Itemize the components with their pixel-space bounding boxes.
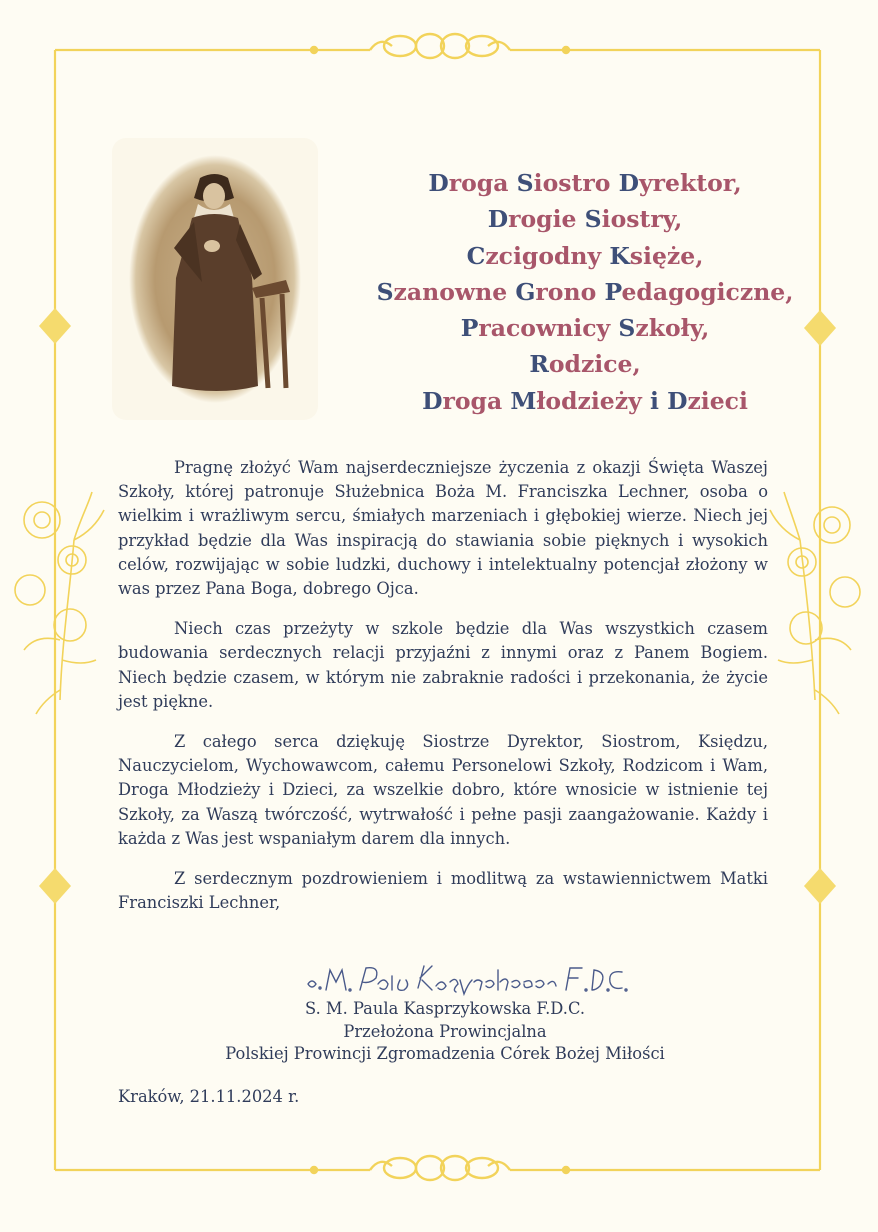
top-scroll-ornament xyxy=(311,34,569,58)
salutation-line: Rodzice, xyxy=(529,350,641,379)
signatory-name: S. M. Paula Kasprzykowska F.D.C. xyxy=(305,999,585,1018)
signature-block xyxy=(200,998,690,1066)
salutation-line: Droga Młodzieży i Dzieci xyxy=(422,386,748,415)
salutation-line: Droga Siostro Dyrektor, xyxy=(428,169,742,197)
place-and-date: Kraków, 21.11.2024 r. xyxy=(118,1087,300,1106)
salutation-line: Szanowne Grono Pedagogiczne, xyxy=(376,277,794,306)
salutation-line: Czcigodny Księże, xyxy=(466,241,704,270)
bottom-scroll-ornament xyxy=(311,1156,569,1180)
salutation-list xyxy=(370,165,800,419)
paragraph-closing: Z serdecznym pozdrowieniem i modlitwą za wstawiennictwem Matki Franciszki Lechner, xyxy=(118,869,768,913)
signatory-organization: Polskiej Prowincji Zgromadzenia Córek Bożej Miłości xyxy=(225,1044,665,1063)
letter-body xyxy=(118,456,768,931)
paragraph-school-time: Niech czas przeżyty w szkole będzie dla Was wszystkich czasem budowania serdecznych relacji przyjaźni z innymi oraz z Panem Bogiem. Niech będzie czasem, w którym nie zabraknie radości i przekonania, że życie jest piękne. xyxy=(118,619,768,711)
left-floral-ornament xyxy=(15,492,104,714)
signatory-title: Przełożona Prowincjalna xyxy=(343,1021,547,1041)
salutation-line: Drogie Siostry, xyxy=(487,205,683,234)
handwritten-signature xyxy=(300,960,630,1000)
right-floral-ornament xyxy=(770,492,860,714)
salutation-line: Pracownicy Szkoły, xyxy=(460,314,710,343)
portrait-photo xyxy=(112,138,318,420)
paragraph-wishes: Pragnę złożyć Wam najserdeczniejsze życzenia z okazji Święta Waszej Szkoły, której patronuje Służebnica Boża M. Franciszka Lechner, osoba o wielkim i wrażliwym sercu, śmiałych marzeniach i głębokiej wierze. Niech jej przykład będzie dla Was inspiracją do stawiania sobie pięknych i wysokich celów, rozwijając w sobie ludzki, duchowy i intelektualny potencjał złożony w was przez Pana Boga, dobrego Ojca. xyxy=(118,458,768,599)
paragraph-thanks: Z całego serca dziękuję Siostrze Dyrektor, Siostrom, Księdzu, Nauczycielom, Wychowawcom, całemu Personelowi Szkoły, Rodzicom i Wam, Droga Młodzieży i Dzieci, za wszelkie dobro, które wnosicie w istnienie tej Szkoły, za Waszą twórczość, wytrwałość i pełne pasji zaangażowanie. Każdy i każda z Was jest wspaniałym darem dla innych. xyxy=(118,732,768,848)
